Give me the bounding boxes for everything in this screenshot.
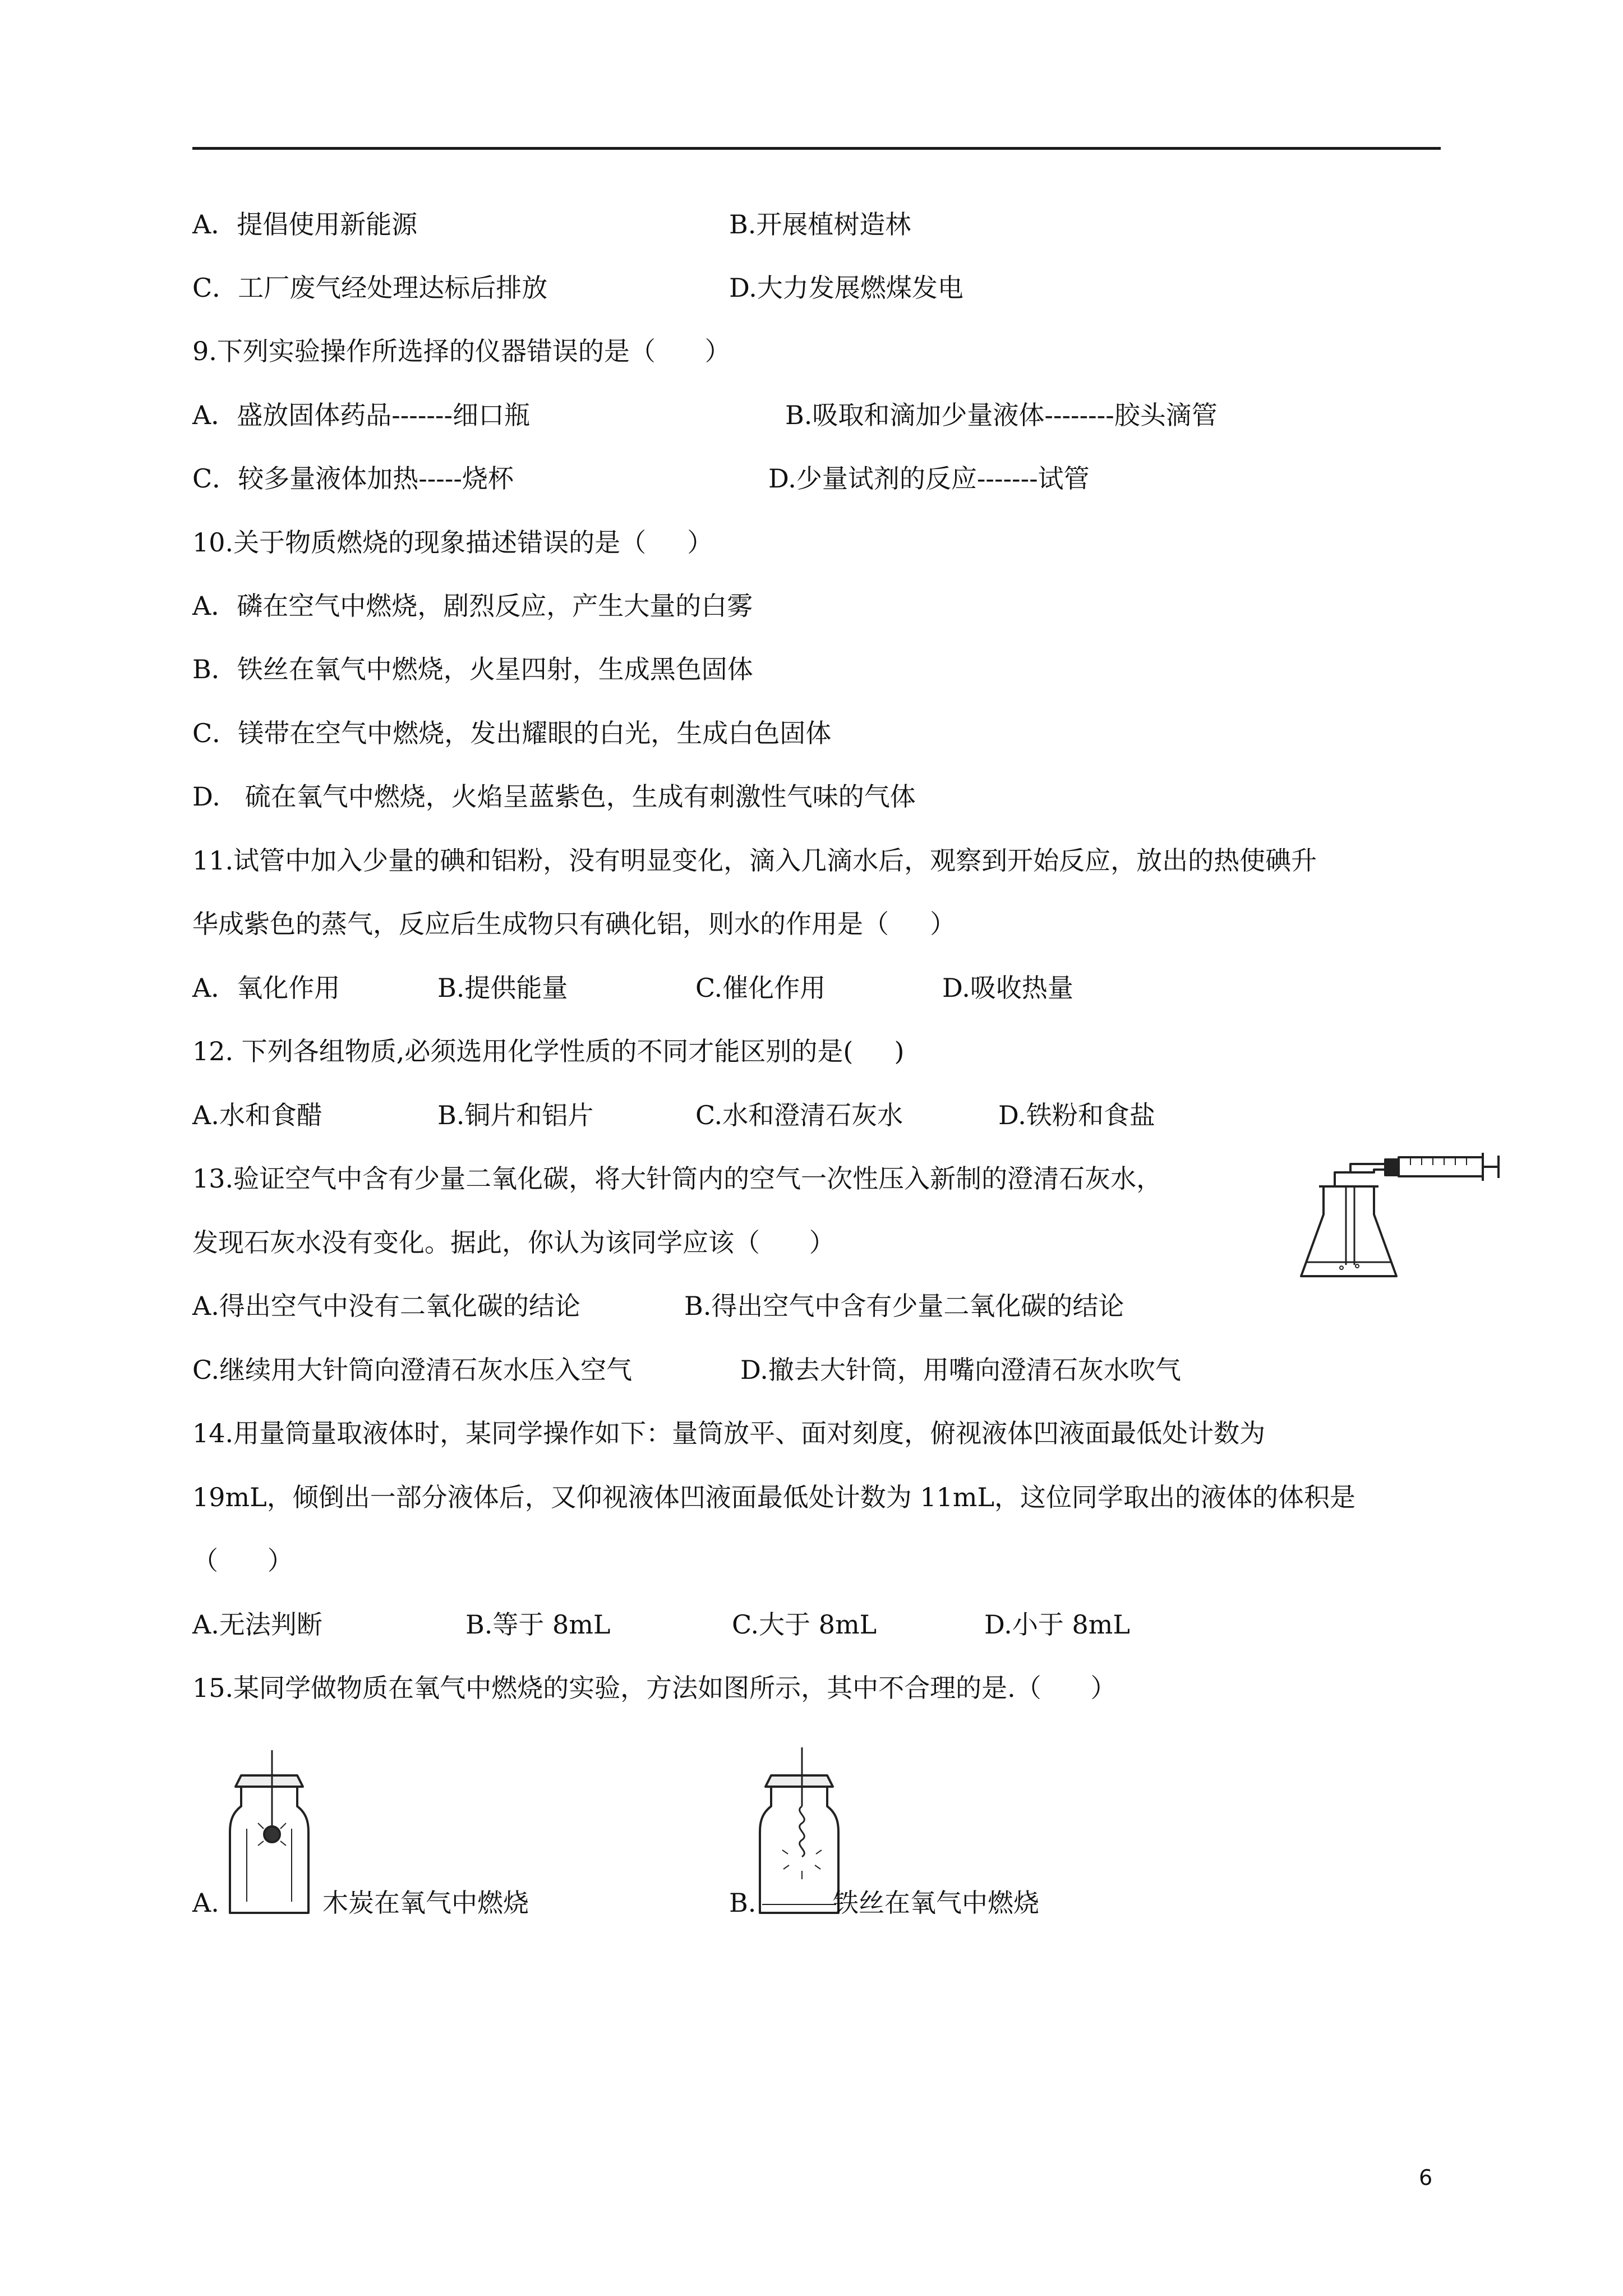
q11-option-a: A．氧化作用 bbox=[192, 973, 340, 1003]
q14-stem-line3: （ ） bbox=[192, 1545, 293, 1576]
charcoal-jar-figure bbox=[224, 1745, 325, 1924]
q11-option-c: C.催化作用 bbox=[695, 973, 826, 1003]
header-rule bbox=[192, 147, 1441, 150]
q10-option-a: A．磷在空气中燃烧，剧烈反应，产生大量的白雾 bbox=[192, 591, 753, 621]
q9-option-b: B.吸取和滴加少量液体--------胶头滴管 bbox=[785, 400, 1218, 430]
q12-option-b: B.铜片和铝片 bbox=[437, 1100, 594, 1130]
q10-option-b: B．铁丝在氧气中燃烧，火星四射，生成黑色固体 bbox=[192, 654, 753, 684]
q14-option-a: A.无法判断 bbox=[192, 1609, 322, 1640]
q15-option-b-text: 铁丝在氧气中燃烧 bbox=[833, 1888, 1039, 1918]
q8-option-d: D.大力发展燃煤发电 bbox=[729, 273, 963, 303]
q9-option-a: A．盛放固体药品-------细口瓶 bbox=[192, 400, 531, 430]
q12-option-c: C.水和澄清石灰水 bbox=[695, 1100, 903, 1130]
page-number: 6 bbox=[1419, 2165, 1433, 2190]
q12-stem: 12. 下列各组物质,必须选用化学性质的不同才能区别的是( ) bbox=[192, 1036, 905, 1066]
q15-option-a-letter: A. bbox=[192, 1888, 219, 1918]
q14-stem-line2: 19mL，倾倒出一部分液体后，又仰视液体凹液面最低处计数为 11mL，这位同学取出的液体的体积是 bbox=[192, 1482, 1356, 1512]
q11-option-d: D.吸收热量 bbox=[942, 973, 1073, 1003]
q11-stem-line2: 华成紫色的蒸气，反应后生成物只有碘化铝，则水的作用是（ ） bbox=[192, 909, 956, 939]
q13-option-b: B.得出空气中含有少量二氧化碳的结论 bbox=[684, 1291, 1124, 1321]
q14-option-d: D.小于 8mL bbox=[984, 1609, 1130, 1640]
syringe-flask-figure bbox=[1290, 1147, 1503, 1287]
q15-option-a-text: 木炭在氧气中燃烧 bbox=[322, 1888, 529, 1918]
q11-option-b: B.提供能量 bbox=[437, 973, 568, 1003]
q13-stem-line2: 发现石灰水没有变化。据此，你认为该同学应该（ ） bbox=[192, 1227, 835, 1258]
q12-option-d: D.铁粉和食盐 bbox=[998, 1100, 1155, 1130]
q13-stem-line1: 13.验证空气中含有少量二氧化碳，将大针筒内的空气一次性压入新制的澄清石灰水， bbox=[192, 1163, 1163, 1194]
q12-option-a: A.水和食醋 bbox=[192, 1100, 322, 1130]
q14-option-b: B.等于 8mL bbox=[465, 1609, 611, 1640]
q13-option-c: C.继续用大针筒向澄清石灰水压入空气 bbox=[192, 1355, 633, 1385]
q15-stem: 15.某同学做物质在氧气中燃烧的实验，方法如图所示，其中不合理的是.（ ） bbox=[192, 1673, 1117, 1703]
q10-stem: 10.关于物质燃烧的现象描述错误的是（ ） bbox=[192, 527, 713, 558]
q13-option-a: A.得出空气中没有二氧化碳的结论 bbox=[192, 1291, 580, 1321]
q10-option-c: C．镁带在空气中燃烧，发出耀眼的白光，生成白色固体 bbox=[192, 718, 832, 748]
q15-option-b-letter: B. bbox=[729, 1888, 757, 1918]
q9-stem: 9.下列实验操作所选择的仪器错误的是（ ） bbox=[192, 336, 731, 366]
q14-stem-line1: 14.用量筒量取液体时，某同学操作如下：量筒放平、面对刻度，俯视液体凹液面最低处计数为 bbox=[192, 1418, 1266, 1448]
q13-option-d: D.撤去大针筒，用嘴向澄清石灰水吹气 bbox=[740, 1355, 1181, 1385]
q8-option-b: B.开展植树造林 bbox=[729, 209, 911, 240]
q9-option-c: C．较多量液体加热-----烧杯 bbox=[192, 463, 514, 494]
q8-option-c: C．工厂废气经处理达标后排放 bbox=[192, 273, 548, 303]
q10-option-d: D. 硫在氧气中燃烧，火焰呈蓝紫色，生成有刺激性气味的气体 bbox=[192, 781, 916, 812]
q14-option-c: C.大于 8mL bbox=[732, 1609, 877, 1640]
q11-stem-line1: 11.试管中加入少量的碘和铝粉，没有明显变化，滴入几滴水后，观察到开始反应，放出的热使碘升 bbox=[192, 845, 1317, 876]
q8-option-a: A．提倡使用新能源 bbox=[192, 209, 418, 240]
q9-option-d: D.少量试剂的反应-------试管 bbox=[768, 463, 1090, 494]
